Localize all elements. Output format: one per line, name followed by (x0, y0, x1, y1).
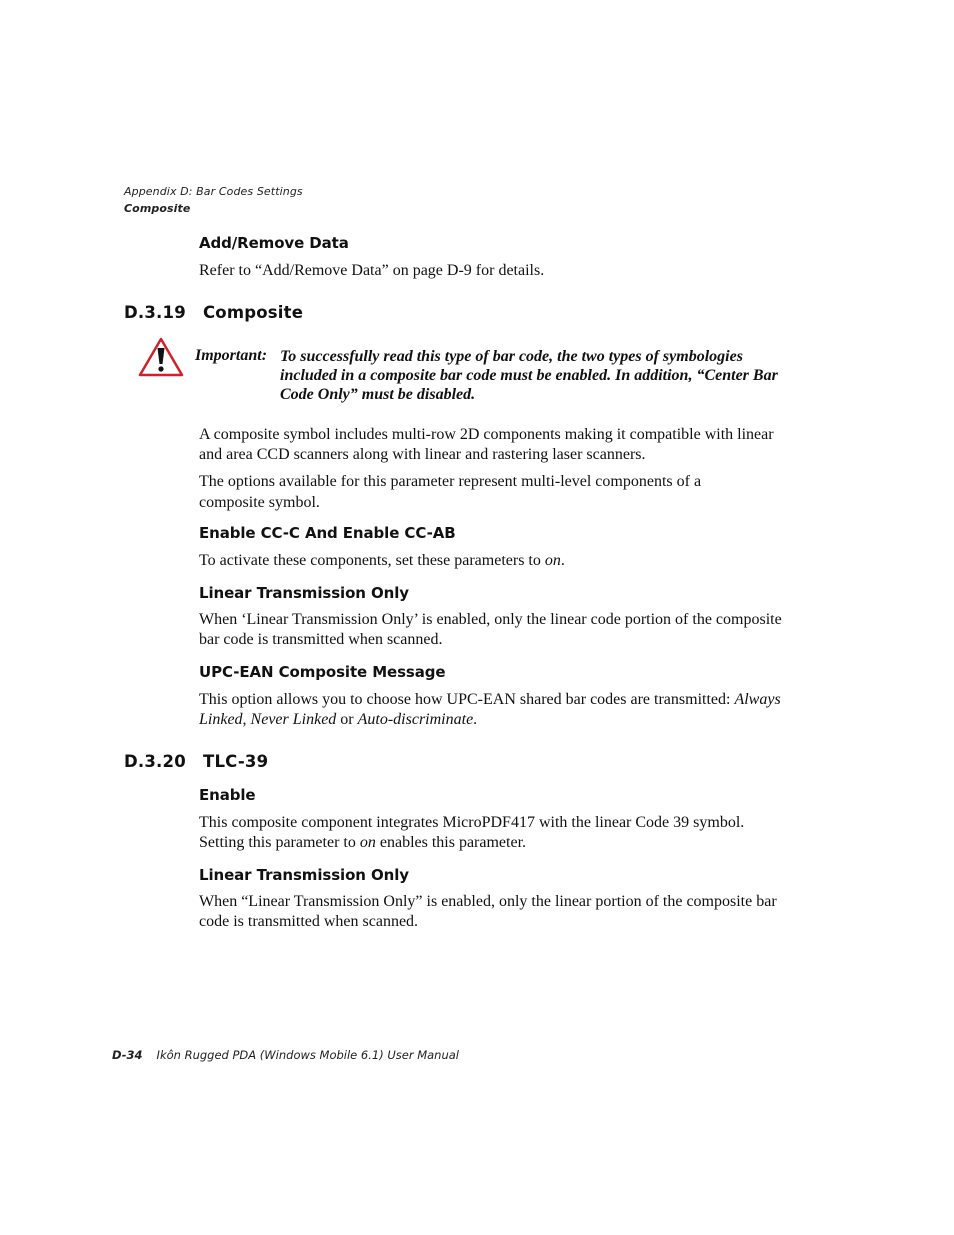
page-number: D-34 (112, 1048, 143, 1062)
text-run: To activate these components, set these parameters to (199, 552, 545, 569)
subheading-linear-transmission-only-tlc39: Linear Transmission Only (199, 866, 409, 884)
linear-transmission-tlc39-body (199, 892, 813, 932)
text-line (199, 833, 813, 853)
section-heading-tlc39 (124, 752, 268, 771)
upc-ean-body (199, 690, 813, 730)
subheading-add-remove-data: Add/Remove Data (199, 234, 349, 252)
add-remove-body: Refer to “Add/Remove Data” on page D-9 for details. (199, 262, 545, 279)
emphasis-on: on (359, 834, 376, 851)
text-line: The options available for this parameter represent multi-level components of a (199, 473, 702, 490)
important-line: included in a composite bar code must be enabled. In addition, “Center Bar (280, 367, 778, 384)
text-run: , (242, 711, 251, 728)
text-run: . (473, 711, 478, 728)
section-title: TLC-39 (203, 752, 269, 771)
important-line: To successfully read this type of bar code, the two types of symbologies (280, 348, 743, 365)
important-line: Code Only” must be disabled. (280, 386, 476, 403)
section-number: D.3.20 (124, 752, 186, 771)
text-run: . (560, 552, 565, 569)
text-run: enables this parameter. (375, 834, 527, 851)
text-line: A composite symbol includes multi-row 2D components making it compatible with linear (199, 426, 774, 443)
emphasis: Always (734, 691, 781, 708)
section-title: Composite (203, 303, 304, 322)
text-line: bar code is transmitted when scanned. (199, 631, 443, 648)
text-line: When ‘Linear Transmission Only’ is enabled, only the linear code portion of the composite (199, 611, 782, 628)
text-line: composite symbol. (199, 494, 320, 511)
important-label: Important: (195, 347, 268, 364)
subheading-upc-ean-composite: UPC-EAN Composite Message (199, 663, 446, 681)
composite-intro-paragraph-1 (199, 425, 813, 465)
important-text (280, 347, 820, 404)
text-line (199, 690, 813, 710)
emphasis: Auto-discriminate (357, 711, 474, 728)
text-line: This composite component integrates MicroPDF417 with the linear Code 39 symbol. (199, 814, 745, 831)
text-line: When “Linear Transmission Only” is enabled, only the linear portion of the composite bar (199, 893, 777, 910)
subheading-linear-transmission-only: Linear Transmission Only (199, 584, 409, 602)
subheading-enable-cc: Enable CC-C And Enable CC-AB (199, 524, 456, 542)
warning-triangle-icon (138, 337, 184, 377)
composite-intro-paragraph-2 (199, 471, 813, 513)
linear-transmission-body (199, 610, 813, 650)
subheading-enable: Enable (199, 786, 256, 804)
enable-body (199, 813, 813, 853)
manual-title: Ikôn Rugged PDA (Windows Mobile 6.1) User Manual (156, 1048, 459, 1062)
emphasis: Never Linked (250, 711, 337, 728)
running-head-section: Composite (124, 202, 191, 215)
section-number: D.3.19 (124, 303, 186, 322)
text-run: Setting this parameter to (199, 834, 360, 851)
text-line: code is transmitted when scanned. (199, 913, 419, 930)
emphasis-on: on (544, 552, 561, 569)
text-run: This option allows you to choose how UPC-EAN shared bar codes are transmitted: (199, 691, 735, 708)
section-heading-composite (124, 303, 303, 322)
text-line (199, 710, 813, 730)
running-head-chapter: Appendix D: Bar Codes Settings (124, 185, 303, 198)
page-footer (112, 1048, 459, 1062)
text-line: and area CCD scanners along with linear and rastering laser scanners. (199, 446, 646, 463)
enable-cc-body (199, 551, 813, 571)
emphasis: Linked (199, 711, 243, 728)
text-run: or (336, 711, 358, 728)
